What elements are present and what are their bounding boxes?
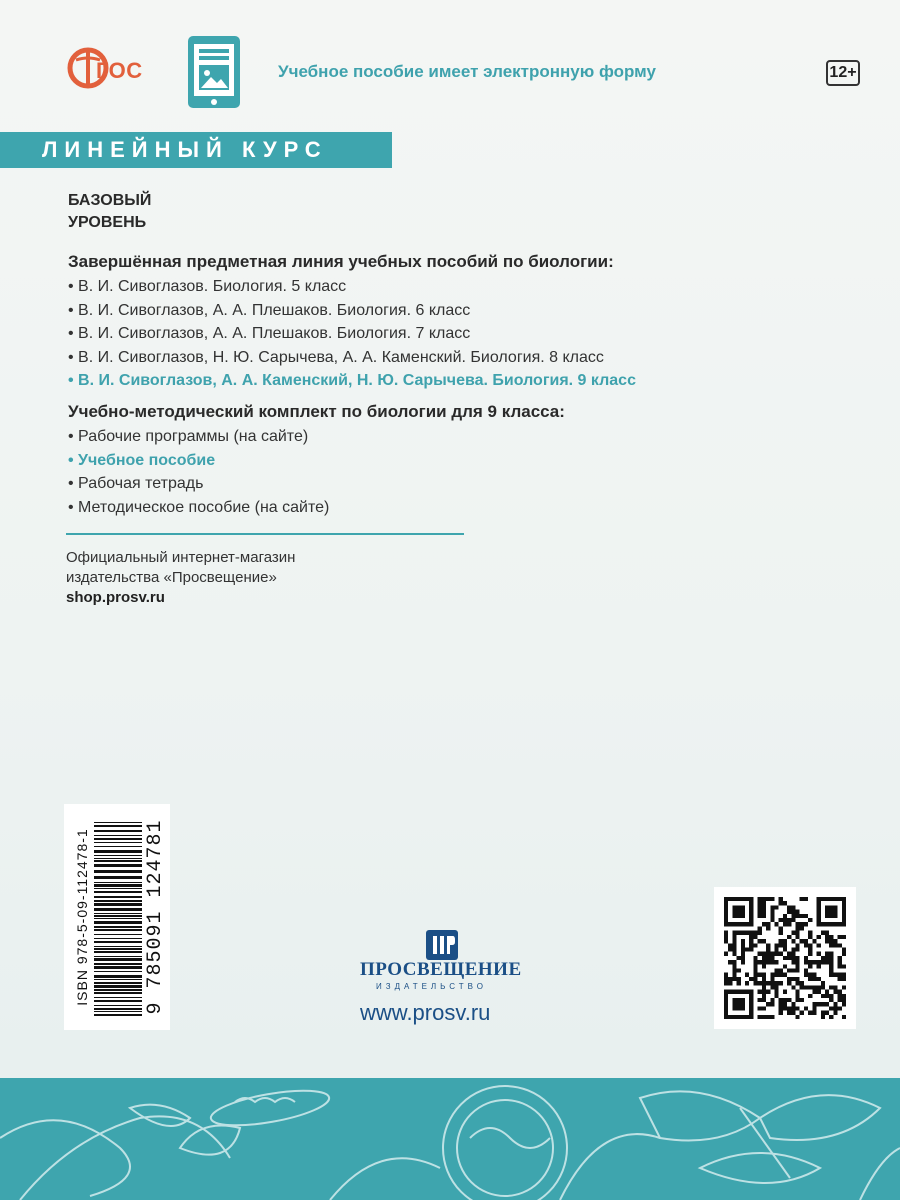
shop-line-1: Официальный интернет-магазин xyxy=(66,549,296,566)
list-item-current: • Учебное пособие xyxy=(68,449,329,473)
barcode xyxy=(64,804,170,1030)
list-item: • Методическое пособие (на сайте) xyxy=(68,496,329,520)
level-line-2: УРОВЕНЬ xyxy=(68,214,147,231)
barcode-bars xyxy=(94,818,142,1016)
kit-list xyxy=(68,425,329,519)
list-item-current: • В. И. Сивоглазов, А. А. Каменский, Н. Ю. Сарычева. Биология. 9 класс xyxy=(68,369,636,393)
list-item: • Рабочая тетрадь xyxy=(68,472,329,496)
shop-url[interactable]: shop.prosv.ru xyxy=(66,589,165,606)
kit-title: Учебно-методический комплект по биологии для 9 класса: xyxy=(68,402,565,421)
list-item: • В. И. Сивоглазов, Н. Ю. Сарычева, А. А. Каменский. Биология. 8 класс xyxy=(68,346,636,370)
list-item: • В. И. Сивоглазов. Биология. 5 класс xyxy=(68,275,636,299)
list-item: • В. И. Сивоглазов, А. А. Плешаков. Биология. 6 класс xyxy=(68,299,636,323)
electronic-form-notice: Учебное пособие имеет электронную форму xyxy=(278,62,656,81)
divider xyxy=(66,533,464,535)
shop-info xyxy=(66,548,295,608)
series-list xyxy=(68,275,636,393)
nature-illustration-band xyxy=(0,1078,900,1200)
publisher-logo-icon xyxy=(426,926,458,960)
publisher-subtitle: ИЗДАТЕЛЬСТВО xyxy=(376,982,487,991)
publisher-site[interactable]: www.prosv.ru xyxy=(360,1000,491,1025)
level-line-1: БАЗОВЫЙ xyxy=(68,192,152,209)
level-label xyxy=(68,190,151,234)
age-rating-badge: 12+ xyxy=(826,60,860,86)
isbn-number: ISBN 978-5-09-112478-1 xyxy=(74,828,90,1006)
series-title: Завершённая предметная линия учебных пособий по биологии: xyxy=(68,252,614,271)
qr-code[interactable] xyxy=(724,897,846,1019)
shop-line-2: издательства «Просвещение» xyxy=(66,569,277,586)
fgos-label: ГОС xyxy=(96,58,143,83)
tablet-icon xyxy=(186,34,242,110)
ean-number: 9 785091 124781 xyxy=(144,819,167,1015)
course-banner-title: ЛИНЕЙНЫЙ КУРС xyxy=(42,137,328,162)
list-item: • В. И. Сивоглазов, А. А. Плешаков. Биология. 7 класс xyxy=(68,322,636,346)
list-item: • Рабочие программы (на сайте) xyxy=(68,425,329,449)
publisher-name: ПРОСВЕЩЕНИЕ xyxy=(360,959,522,980)
